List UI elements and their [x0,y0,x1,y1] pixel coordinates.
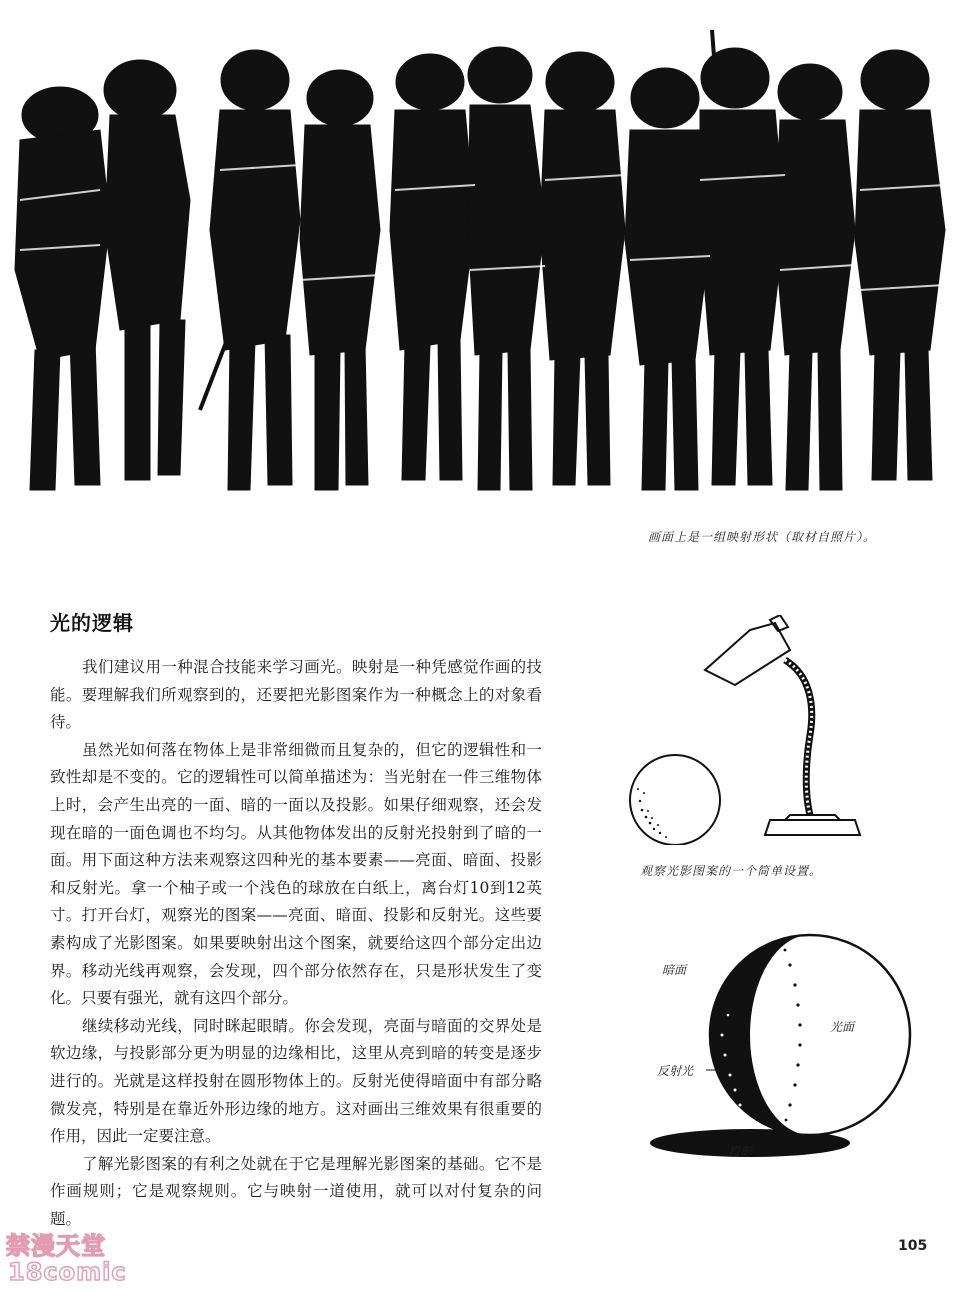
paragraph: 虽然光如何落在物体上是非常细微而且复杂的，但它的逻辑性和一致性却是不变的。它的逻辑性可以简单描述为：当光射在一件三维物体上时，会产生出亮的一面、暗的一面以及投影。如果仔细观察，还会发现在暗的一面色调也不均匀。从其他物体发出的反射光投射到了暗的一面。用下面这种方法来观察这四种光的基本要素——亮面、暗面、投影和反射光。拿一个柚子或一个浅色的球放在白纸上，离台灯10到12英寸。打开台灯，观察光的图案——亮面、暗面、投影和反射光。这些要素构成了光影图案。如果要映射出这个图案，就要给这四个部分定出边界。移动光线再观察，会发现，四个部分依然存在，只是形状发生了变化。只要有强光，就有这四个部分。 [50,740,542,1008]
lit-sphere-diagram [640,905,930,1165]
paragraph: 我们建议用一种混合技能来学习画光。映射是一种凭感觉作画的技能。要理解我们所观察到的，还要把光影图案作为一种概念上的对象看待。 [50,658,542,732]
label-cast-shadow: 投影 [728,1145,753,1159]
section-title: 光的逻辑 [50,611,134,635]
label-light-side: 光面 [830,1020,855,1034]
watermark-line-2: 18comic [8,1258,127,1286]
hero-caption: 画面上是一组映射形状（取材自照片）。 [648,530,877,544]
page-number: 105 [898,1238,928,1254]
paragraph: 继续移动光线，同时眯起眼睛。你会发现，亮面与暗面的交界处是软边缘，与投影部分更为明显的边缘相比，这里从亮到暗的转变是逐步进行的。光就是这样投射在圆形物体上的。反射光使得暗面中有部分略微发亮，特别是在靠近外形边缘的地方。这对画出三维效果有很重要的作用，因此一定要注意。 [50,1016,542,1146]
soldiers-ink-illustration [0,20,960,500]
paragraph: 了解光影图案的有利之处就在于它是理解光影图案的基础。它不是作画规则；它是观察规则。它与映射一道使用，就可以对付复杂的问题。 [50,1154,542,1228]
body-text [50,654,542,1233]
watermark [0,1226,140,1290]
sphere [630,755,720,845]
label-reflected-light: 反射光 [657,1064,694,1078]
watermark-line-1: 禁漫天堂 [6,1232,106,1260]
setup-caption: 观察光影图案的一个简单设置。 [640,864,823,878]
label-dark-side: 暗面 [662,963,687,977]
lamp-setup-illustration [620,615,890,845]
